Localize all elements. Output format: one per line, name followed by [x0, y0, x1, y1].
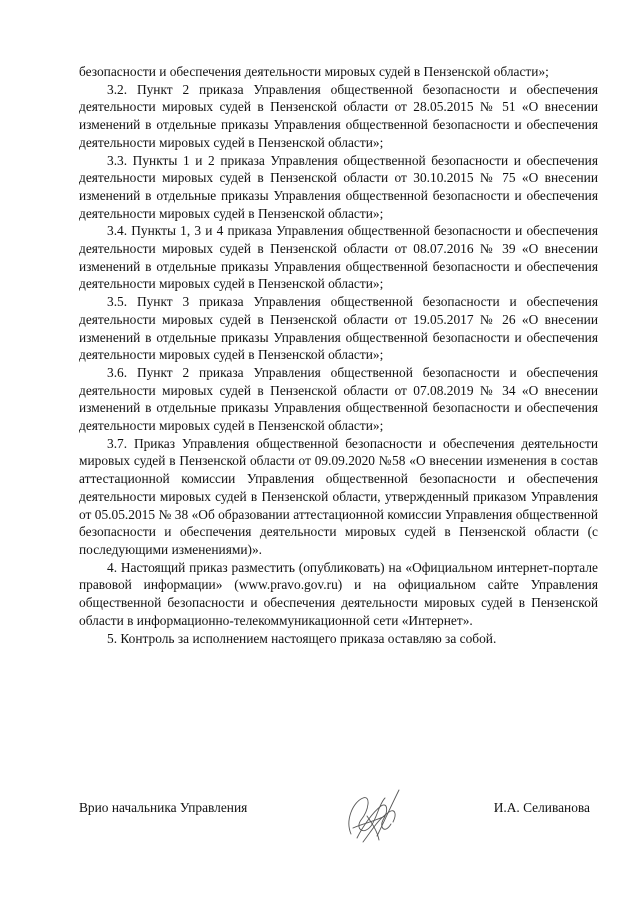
paragraph-continuation: безопасности и обеспечения деятельности мировых судей в Пензенской области»;: [79, 64, 549, 79]
paragraph-3-7: 3.7. Приказ Управления общественной безопасности и обеспечения деятельности мировых судей в Пензенской области от 09.09.2020 №58 «О внесении изменения в состав аттестационной комиссии Управления общественной безопасности и обеспечения деятельности мировых судей в Пензенской области, утвержденный приказом Управления от 05.05.2015 № 38 «Об образовании аттестационной комиссии Управления общественной безопасности и обеспечения деятельности мировых судей в Пензенской области (с последующими изменениями)».: [79, 435, 598, 557]
signature-block: [79, 794, 598, 864]
signer-name: И.А. Селиванова: [493, 800, 590, 815]
paragraph-5: 5. Контроль за исполнением настоящего приказа оставляю за собой.: [107, 630, 497, 646]
position-title: Врио начальника Управления: [79, 800, 248, 815]
paragraph-3-3: 3.3. Пункты 1 и 2 приказа Управления общественной безопасности и обеспечения деятельности мировых судей в Пензенской области от 30.10.2015 № 75 «О внесении изменений в отдельные приказы Управления общественной безопасности и обеспечения деятельности мировых судей в Пензенской области»;: [79, 152, 598, 221]
document-body: [79, 63, 598, 647]
paragraph-4: 4. Настоящий приказ разместить (опубликовать) на «Официальном интернет-портале правовой информации» (www.pravo.gov.ru) и на официальном сайте Управления общественной безопасности и обеспечения деятельности мировых судей в Пензенской области в информационно-телекоммуникационной сети «Интернет».: [79, 559, 598, 628]
paragraph-3-2: 3.2. Пункт 2 приказа Управления общественной безопасности и обеспечения деятельности мировых судей в Пензенской области от 28.05.2015 № 51 «О внесении изменений в отдельные приказы Управления общественной безопасности и обеспечения деятельности мировых судей в Пензенской области»;: [79, 81, 598, 150]
paragraph-3-6: 3.6. Пункт 2 приказа Управления общественной безопасности и обеспечения деятельности мировых судей в Пензенской области от 07.08.2019 № 34 «О внесении изменений в отдельные приказы Управления общественной безопасности и обеспечения деятельности мировых судей в Пензенской области»;: [79, 364, 598, 434]
paragraph-3-4: 3.4. Пункты 1, 3 и 4 приказа Управления общественной безопасности и обеспечения деятельности мировых судей в Пензенской области от 08.07.2016 № 39 «О внесении изменений в отдельные приказы Управления общественной безопасности и обеспечения деятельности мировых судей в Пензенской области»;: [79, 223, 598, 292]
paragraph-3-5: 3.5. Пункт 3 приказа Управления общественной безопасности и обеспечения деятельности мировых судей в Пензенской области от 19.05.2017 № 26 «О внесении изменений в отдельные приказы Управления общественной безопасности и обеспечения деятельности мировых судей в Пензенской области»;: [79, 294, 598, 363]
handwritten-signature: [333, 776, 413, 856]
